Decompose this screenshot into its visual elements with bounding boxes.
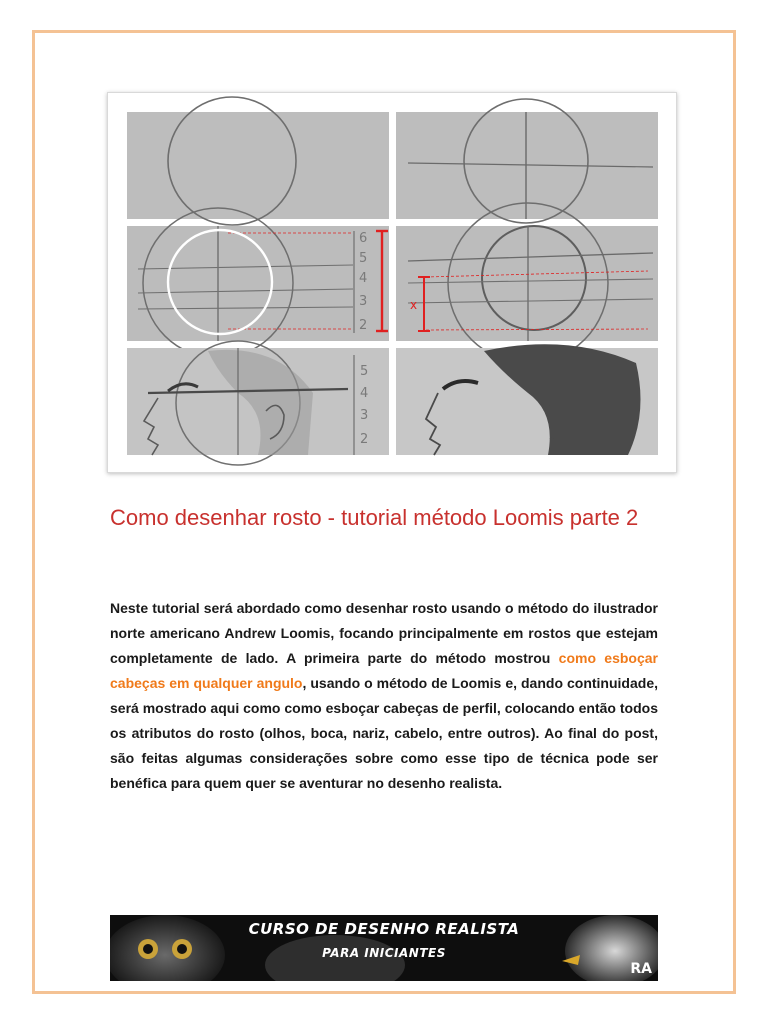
scale-label-2b: 2 (360, 432, 369, 447)
paragraph-text-start: Neste tutorial será abordado como desenhar rosto usando o método do ilustrador norte americano Andrew Loomis, focando principalmente em rostos que estejam completamente de lado. A primeira parte do método mostrou (110, 600, 658, 666)
panel-profile-final (396, 344, 658, 455)
brand-logo: RA (630, 961, 652, 977)
scale-label-3: 3 (359, 294, 368, 309)
scale-label-6: 6 (359, 231, 368, 246)
scale-label-3b: 3 (360, 408, 369, 423)
panel-profile-sketch (127, 341, 389, 465)
scale-label-5: 5 (359, 251, 368, 266)
panel-side-measure (127, 208, 389, 358)
panel-inner-circle (396, 203, 658, 363)
scale-label-2: 2 (359, 318, 368, 333)
article-paragraph (110, 596, 658, 796)
panel-circle-cross (396, 99, 658, 223)
panel-circle (127, 97, 389, 225)
loomis-step-figure (107, 92, 677, 473)
scale-label-5b: 5 (360, 364, 369, 379)
scale-label-4b: 4 (360, 386, 369, 401)
course-banner[interactable] (110, 915, 658, 981)
panel-marker-x: x (410, 298, 418, 312)
scale-label-4: 4 (359, 271, 368, 286)
banner-subtitle: PARA INICIANTES (322, 946, 446, 960)
angle-sketch-link[interactable]: como esboçar cabeças em qualquer angulo (110, 650, 658, 691)
paragraph-text-end: , usando o método de Loomis e, dando continuidade, será mostrado aqui como como esboçar cabeças de perfil, colocando então todos os atributos do rosto (olhos, boca, nariz, cabelo, entre outros). Ao final do post, são feitas algumas considerações sobre como esse tipo de técnica pode ser benéfica para quem quer se aventurar no desenho realista. (110, 675, 658, 791)
banner-title: CURSO DE DESENHO REALISTA (248, 920, 520, 938)
article-title: Como desenhar rosto - tutorial método Loomis parte 2 (110, 505, 639, 530)
